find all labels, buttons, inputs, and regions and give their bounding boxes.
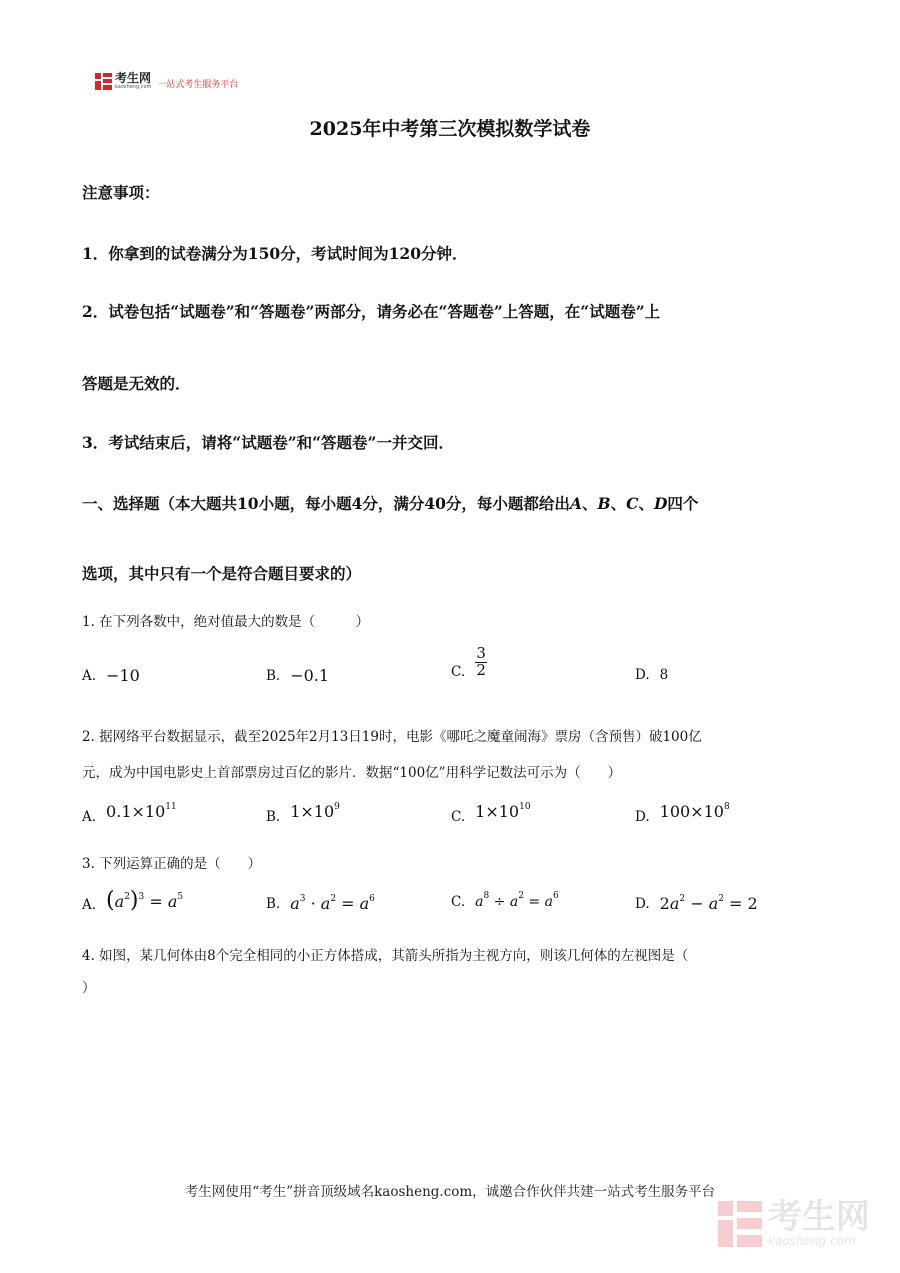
q1-option-c	[451, 644, 487, 680]
q3-option-d-expression: $2a^2 - a^2 = 2$	[659, 894, 758, 913]
q3-option-c	[451, 891, 559, 910]
page-footer: 考生网使用“考生”拼音顶级域名kaosheng.com，诚邀合作伙伴共建一站式考生服务平台	[184, 1184, 716, 1200]
watermark-domain: kaosheng.com	[768, 1234, 856, 1248]
q2-option-d-value: $100\times 10^8$	[659, 801, 730, 821]
q1-option-d	[635, 667, 668, 683]
option-label: C.	[451, 894, 466, 910]
option-letter-c: C	[626, 494, 639, 513]
option-letter-d: D	[653, 494, 668, 513]
logo-slogan: 一站式考生服务平台	[157, 79, 239, 90]
option-letter-a: A	[569, 494, 582, 513]
q2-option-c-value: $1\times 10^{10}$	[475, 801, 531, 821]
q2-option-b	[266, 797, 340, 825]
fraction-denominator: 2	[476, 660, 486, 679]
q3-option-d	[635, 894, 758, 913]
section-heading-line1: 一、选择题（本大题共10小题，每小题4分，满分40分，每小题都给出A、B、C、D四个	[82, 494, 699, 513]
option-label: A.	[82, 667, 97, 684]
logo-name: 考生网	[115, 71, 152, 85]
watermark-logo-icon	[718, 1201, 762, 1247]
q3-option-b	[266, 894, 375, 913]
q3-option-a-expression: $(a^2)^3 = a^5$	[106, 887, 184, 913]
notice-item-2-line2: 答题是无效的．	[82, 374, 191, 393]
notice-item-3: 3．考试结束后，请将“试题卷”和“答题卷”一并交回．	[82, 433, 454, 452]
fraction-numerator: 3	[476, 643, 486, 662]
q1-option-c-fraction	[475, 643, 487, 679]
option-label: B.	[266, 895, 281, 912]
q1-option-a-value: −10	[106, 666, 140, 685]
q1-option-a	[82, 666, 140, 685]
question-1-stem: 1. 在下列各数中，绝对值最大的数是（ ）	[82, 614, 370, 630]
q2-option-d	[635, 797, 730, 825]
q1-option-b	[266, 666, 329, 685]
q2-option-a-value: $0.1\times 10^{11}$	[106, 801, 177, 821]
watermark	[718, 1197, 870, 1248]
kaosheng-logo-icon	[95, 73, 112, 90]
section-heading-line2: 选项，其中只有一个是符合题目要求的）	[82, 564, 362, 583]
question-2-stem-line1: 2. 据网络平台数据显示，截至2025年2月13日19时，电影《哪吒之魔童闹海》票房（含预售）破100亿	[82, 729, 702, 745]
question-3-stem: 3. 下列运算正确的是（ ）	[82, 856, 262, 872]
q3-option-a	[82, 887, 183, 913]
option-label: B.	[266, 667, 281, 684]
option-label: C.	[451, 664, 466, 680]
option-label: A.	[82, 809, 97, 825]
notice-item-1: 1．你拿到的试卷满分为150分，考试时间为120分钟．	[82, 244, 468, 263]
section-heading-suffix: 四个	[667, 494, 699, 513]
logo-domain: kaosheng.com	[115, 84, 152, 90]
q3-option-b-expression: $a^3 \cdot a^2 = a^6$	[290, 894, 375, 913]
q2-option-c	[451, 797, 531, 825]
question-4-stem-line2: ）	[82, 980, 96, 996]
notice-heading: 注意事项：	[82, 183, 160, 202]
question-4-stem-line1: 4. 如图，某几何体由8个完全相同的小正方体搭成，其箭头所指为主视方向，则该几何体的左视图是（	[82, 948, 689, 964]
option-label: A.	[82, 897, 97, 913]
option-label: B.	[266, 809, 281, 825]
option-label: C.	[451, 809, 466, 825]
section-heading-prefix: 一、选择题（本大题共10小题，每小题4分，满分40分，每小题都给出	[82, 494, 570, 513]
brand-logo	[95, 72, 238, 90]
question-2-stem-line2: 元，成为中国电影史上首部票房过百亿的影片．数据“100亿”用科学记数法可示为（ ）	[82, 765, 622, 781]
q3-option-c-expression: $a^8 \div a^2 = a^6$	[475, 891, 559, 910]
notice-item-2-line1: 2．试卷包括“试题卷”和“答题卷”两部分，请务必在“答题卷”上答题，在“试题卷”上	[82, 302, 661, 321]
q1-option-b-value: −0.1	[290, 666, 330, 685]
option-label: D.	[635, 809, 650, 825]
q2-option-a	[82, 797, 177, 825]
page-title: 2025年中考第三次模拟数学试卷	[309, 118, 591, 140]
option-label: D.	[635, 667, 650, 683]
q1-option-d-value: 8	[659, 667, 669, 683]
option-label: D.	[635, 895, 650, 912]
option-letter-b: B	[597, 494, 611, 513]
q2-option-b-value: $1\times 10^9$	[290, 801, 340, 821]
watermark-name: 考生网	[768, 1197, 870, 1237]
